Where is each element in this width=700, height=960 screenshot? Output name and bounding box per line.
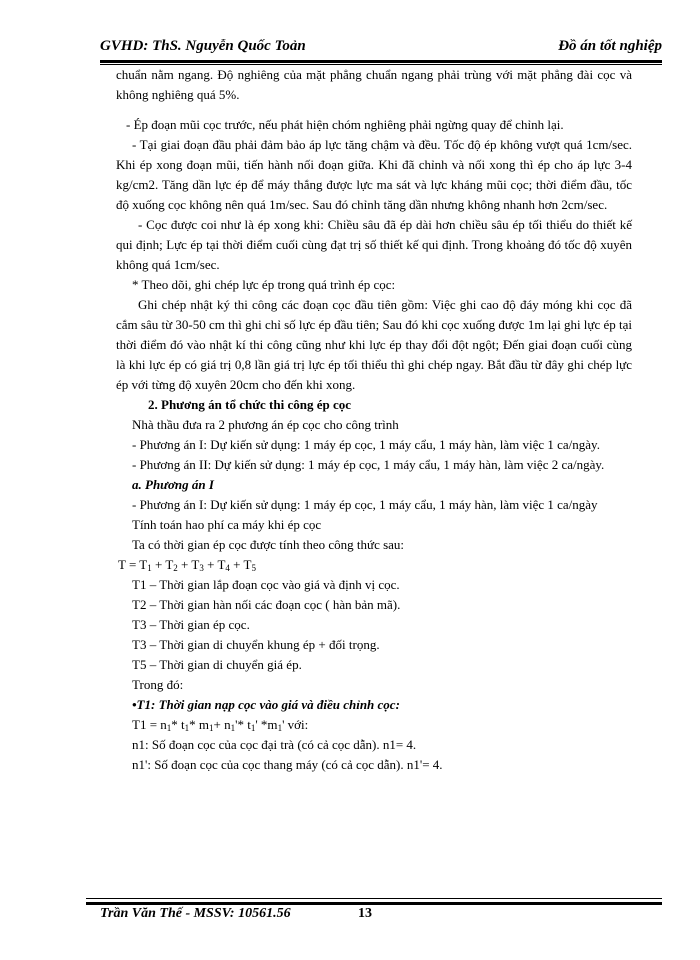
paragraph: - Tại giai đoạn đầu phải đảm bảo áp lực tăng chậm và đều. Tốc độ ép không vượt quá 1cm/sec. Khi ép xong đoạn mũi, tiến hành nối đoạn giữa. Khi đã chỉnh và nối xong thì ép cho áp lực 3-4 kg/cm2. Tăng dần lực ép để máy thắng được lực ma sát và lực kháng mũi cọc; thời điểm đầu, tốc độ xuống cọc không nên quá 1m/sec. Sau đó chỉnh tăng dần nhưng không nhanh hơn 2cm/sec. <box>116 137 632 212</box>
list-item: T2 – Thời gian hàn nối các đoạn cọc ( hàn bản mã). <box>132 597 401 612</box>
paragraph: n1': Số đoạn cọc của cọc thang máy (có cả cọc dẫn). n1'= 4. <box>132 757 443 772</box>
formula-tail: với: <box>287 717 309 732</box>
page-number: 13 <box>358 906 372 921</box>
paragraph: - Ép đoạn mũi cọc trước, nếu phát hiện chóm nghiêng phải ngừng quay để chỉnh lại. <box>126 117 564 132</box>
page-footer <box>100 906 662 926</box>
paragraph: Trong đó: <box>132 677 184 692</box>
list-item: T3 – Thời gian di chuyển khung ép + đối trọng. <box>132 637 380 652</box>
paragraph: - Phương án I: Dự kiến sử dụng: 1 máy ép cọc, 1 máy cẩu, 1 máy hàn, làm việc 1 ca/ngày. <box>132 437 600 452</box>
header-supervisor: GVHD: ThS. Nguyễn Quốc Toản <box>100 38 306 54</box>
subsection-heading: •T1: Thời gian nạp cọc vào giá và điều chỉnh cọc: <box>132 697 400 712</box>
section-heading: 2. Phương án tổ chức thi công ép cọc <box>148 397 351 412</box>
list-item: T5 – Thời gian di chuyển giá ép. <box>132 657 302 672</box>
paragraph: chuẩn nằm ngang. Độ nghiêng của mặt phẳng chuẩn ngang phải trùng với mặt phẳng đài cọc và không nghiêng quá 5%. <box>116 67 632 102</box>
paragraph: Nhà thầu đưa ra 2 phương án ép cọc cho công trình <box>132 417 399 432</box>
paragraph: - Cọc được coi như là ép xong khi: Chiều sâu đã ép dài hơn chiều sâu ép tối thiểu do thiết kế qui định; Lực ép tại thời điểm cuối cùng đạt trị số thiết kế qui định. Trong khoảng đó tốc độ xuyên không quá 1cm/sec. <box>116 217 632 272</box>
paragraph: - Phương án II: Dự kiến sử dụng: 1 máy ép cọc, 1 máy cẩu, 1 máy hàn, làm việc 2 ca/ngày. <box>132 457 605 472</box>
footer-rule-thin <box>86 898 662 899</box>
list-item: T1 – Thời gian lắp đoạn cọc vào giá và định vị cọc. <box>132 577 400 592</box>
footer-author: Trần Văn Thế - MSSV: 10561.56 <box>100 906 291 921</box>
formula-total-time: $T = T_1 + T_2 + T_3 + T_4 + T_5$ <box>118 557 256 573</box>
footer-rule-thick <box>86 902 662 905</box>
page-header <box>100 38 662 60</box>
formula-t1: $T1 = n_1*$ $t_1*$ $m_1+ n_1'*$ $t_1'$ $*m_1'$ với: <box>132 717 309 733</box>
paragraph: * Theo dõi, ghi chép lực ép trong quá trình ép cọc: <box>132 277 396 292</box>
paragraph: Tính toán hao phí ca máy khi ép cọc <box>132 517 322 532</box>
paragraph: - Phương án I: Dự kiến sử dụng: 1 máy ép cọc, 1 máy cẩu, 1 máy hàn, làm việc 1 ca/ngày <box>132 497 598 512</box>
page-body <box>116 65 632 775</box>
paragraph: Ghi chép nhật ký thi công các đoạn cọc đầu tiên gồm: Việc ghi cao độ đáy móng khi cọc đã cắm sâu từ 30-50 cm thì ghi chỉ số lực ép đầu tiên; Sau đó khi cọc xuống được 1m lại ghi lực ép tại thời điểm đó vào nhật kí thi công cũng như khi lực ép thay đổi đột ngột; Đến giai đoạn cuối cùng là khi lực ép có giá trị 0,8 lần giá trị lực ép tối thiểu thì ghi chép ngay. Bắt đầu từ đây ghi chép lực ép với từng độ xuyên 20cm cho đến khi xong. <box>116 297 632 392</box>
header-title: Đồ án tốt nghiệp <box>558 38 662 54</box>
subsection-heading: a. Phương án I <box>132 477 214 492</box>
paragraph: Ta có thời gian ép cọc được tính theo công thức sau: <box>132 537 405 552</box>
list-item: T3 – Thời gian ép cọc. <box>132 617 250 632</box>
header-rule-thick <box>100 60 662 63</box>
paragraph: n1: Số đoạn cọc của cọc đại trà (có cả cọc dẫn). n1= 4. <box>132 737 417 752</box>
